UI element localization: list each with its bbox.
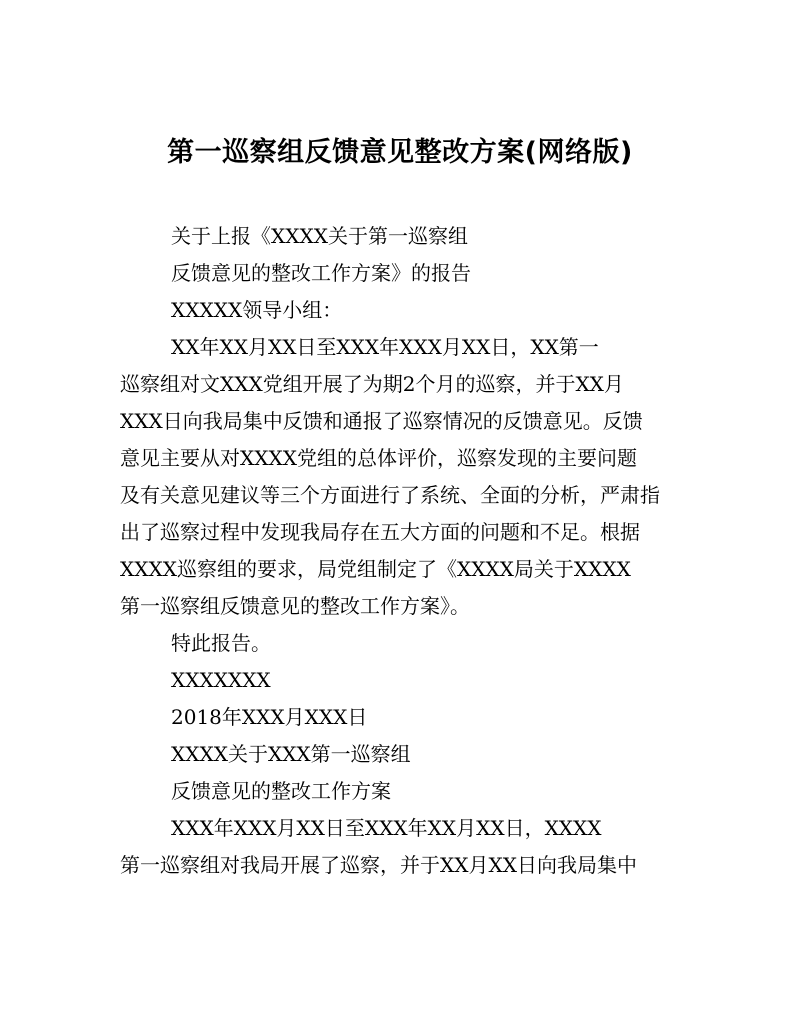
paragraph-line: 反馈意见的整改工作方案》的报告 [171,261,471,285]
paragraph-line: 第一巡察组对我局开展了巡察，并于XX月XX日向我局集中 [120,853,637,877]
paragraph-line: XX年XX月XX日至XXX年XXX月XX日，XX第一 [171,335,599,359]
paragraph-line: 关于上报《XXXX关于第一巡察组 [171,224,468,248]
document-body [120,218,680,884]
paragraph-line: XXX年XXX月XX日至XXX年XX月XX日，XXXX [171,816,602,840]
paragraph-line: XXXXXXX [171,668,271,692]
paragraph-line: XXX日向我局集中反馈和通报了巡察情况的反馈意见。反馈 [120,409,643,433]
document-title: 第一巡察组反馈意见整改方案(网络版) [167,137,633,168]
paragraph-line: XXXX巡察组的要求，局党组制定了《XXXX局关于XXXX [120,557,631,581]
paragraph-line: 第一巡察组反馈意见的整改工作方案》。 [120,594,470,618]
paragraph-line: XXXXX领导小组： [171,298,343,322]
paragraph-line: 及有关意见建议等三个方面进行了系统、全面的分析，严肃指 [120,483,660,507]
paragraph-line: 意见主要从对XXXX党组的总体评价，巡察发现的主要问题 [120,446,637,470]
paragraph-line: 巡察组对文XXX党组开展了为期2个月的巡察，并于XX月 [120,372,624,396]
paragraph-line: 出了巡察过程中发现我局存在五大方面的问题和不足。根据 [120,520,640,544]
paragraph-line: 反馈意见的整改工作方案 [171,779,391,803]
paragraph-line: 特此报告。 [171,631,271,655]
paragraph-line: 2018年XXX月XXX日 [171,705,368,729]
paragraph-line: XXXX关于XXX第一巡察组 [171,742,411,766]
